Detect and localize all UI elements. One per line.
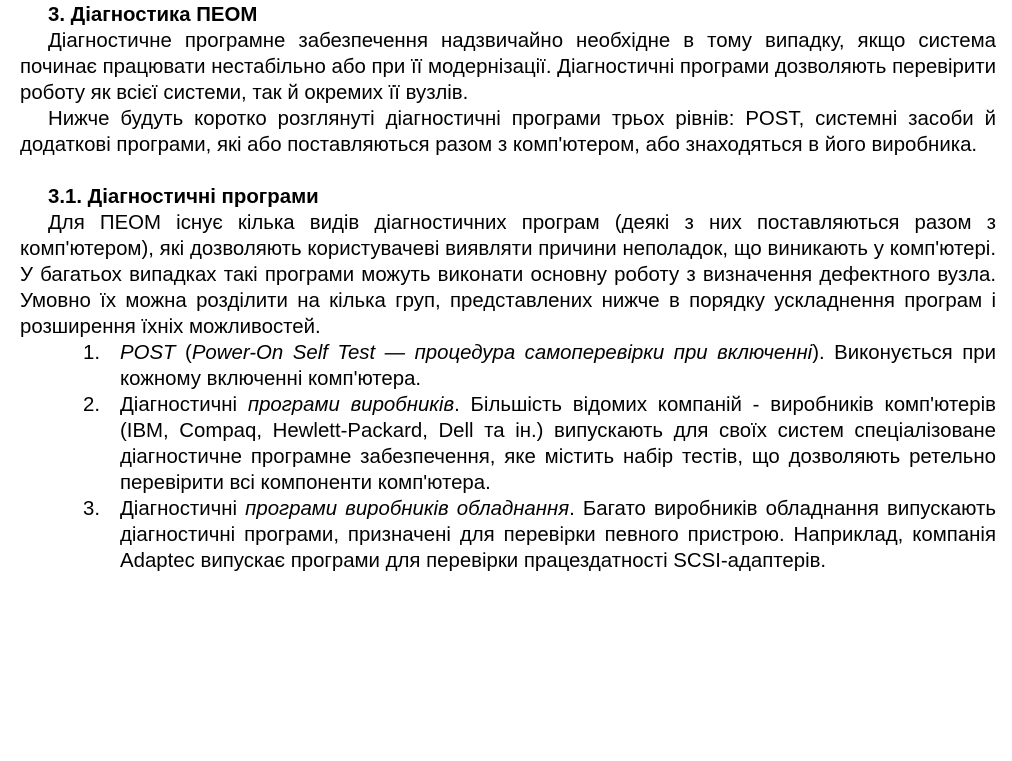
list-item-mid: ( — [175, 342, 192, 364]
list-item — [20, 340, 996, 392]
diagnostic-program-list — [20, 340, 996, 574]
section-3-heading: 3. Діагностика ПЕОМ — [48, 4, 258, 26]
section-3-paragraph-1: Діагностичне програмне забезпечення надзвичайно необхідне в тому випадку, якщо система починає працювати нестабільно або при її модернізації. Діагностичні програми дозволяють перевірити роботу як всієї системи, так й окремих її вузлів. — [20, 30, 996, 104]
section-3-1-paragraph-1: Для ПЕОМ існує кілька видів діагностичних програм (деякі з них поставляються разом з комп'ютером), які дозволяють користувачеві виявляти причини неполадок, що виникають у комп'ютері. У багатьох випадках такі програми можуть виконати основну роботу з визначення дефектного вузла. Умовно їх можна розділити на кілька груп, представлених нижче в порядку ускладнення програм і розширення їхніх можливостей. — [20, 212, 996, 338]
list-item — [20, 392, 996, 496]
section-3-1-heading: 3.1. Діагностичні програми — [48, 186, 319, 208]
list-item-rest: . Більшість відомих компаній - виробників комп'ютерів (IBM, Compaq, Hewlett-Packard, Dell та ін.) випускають для своїх систем спеціалізоване діагностичне програмне забезпечення, яке містить набір тестів, що дозволяють ретельно перевірити всі компоненти комп'ютера. — [120, 394, 996, 494]
list-item — [20, 496, 996, 574]
list-item-italic-2: Power-On Self Test — процедура самоперевірки при включенні — [191, 342, 813, 364]
list-item-italic: програми виробників обладнання — [245, 498, 570, 520]
list-item-italic: POST — [120, 342, 176, 364]
list-item-lead: Діагностичні — [120, 394, 248, 416]
list-item-rest: . Багато виробників обладнання випускають діагностичні програми, призначені для перевірки певного пристрою. Наприклад, компанія Adaptec випускає програми для перевірки працездатності SCSI-адаптерів. — [120, 498, 996, 572]
list-item-number: 1. — [83, 342, 101, 364]
spacer — [20, 158, 996, 184]
list-item-number: 3. — [83, 498, 101, 520]
list-item-lead: Діагностичні — [120, 498, 246, 520]
list-item-rest: ). Виконується при кожному включенні комп'ютера. — [120, 342, 996, 390]
section-3-paragraph-2: Нижче будуть коротко розглянуті діагностичні програми трьох рівнів: POST, системні засоби й додаткові програми, які або поставляються разом з комп'ютером, або знаходяться в його виробника. — [20, 108, 996, 156]
list-item-number: 2. — [83, 394, 101, 416]
list-item-italic: програми виробників — [247, 394, 455, 416]
